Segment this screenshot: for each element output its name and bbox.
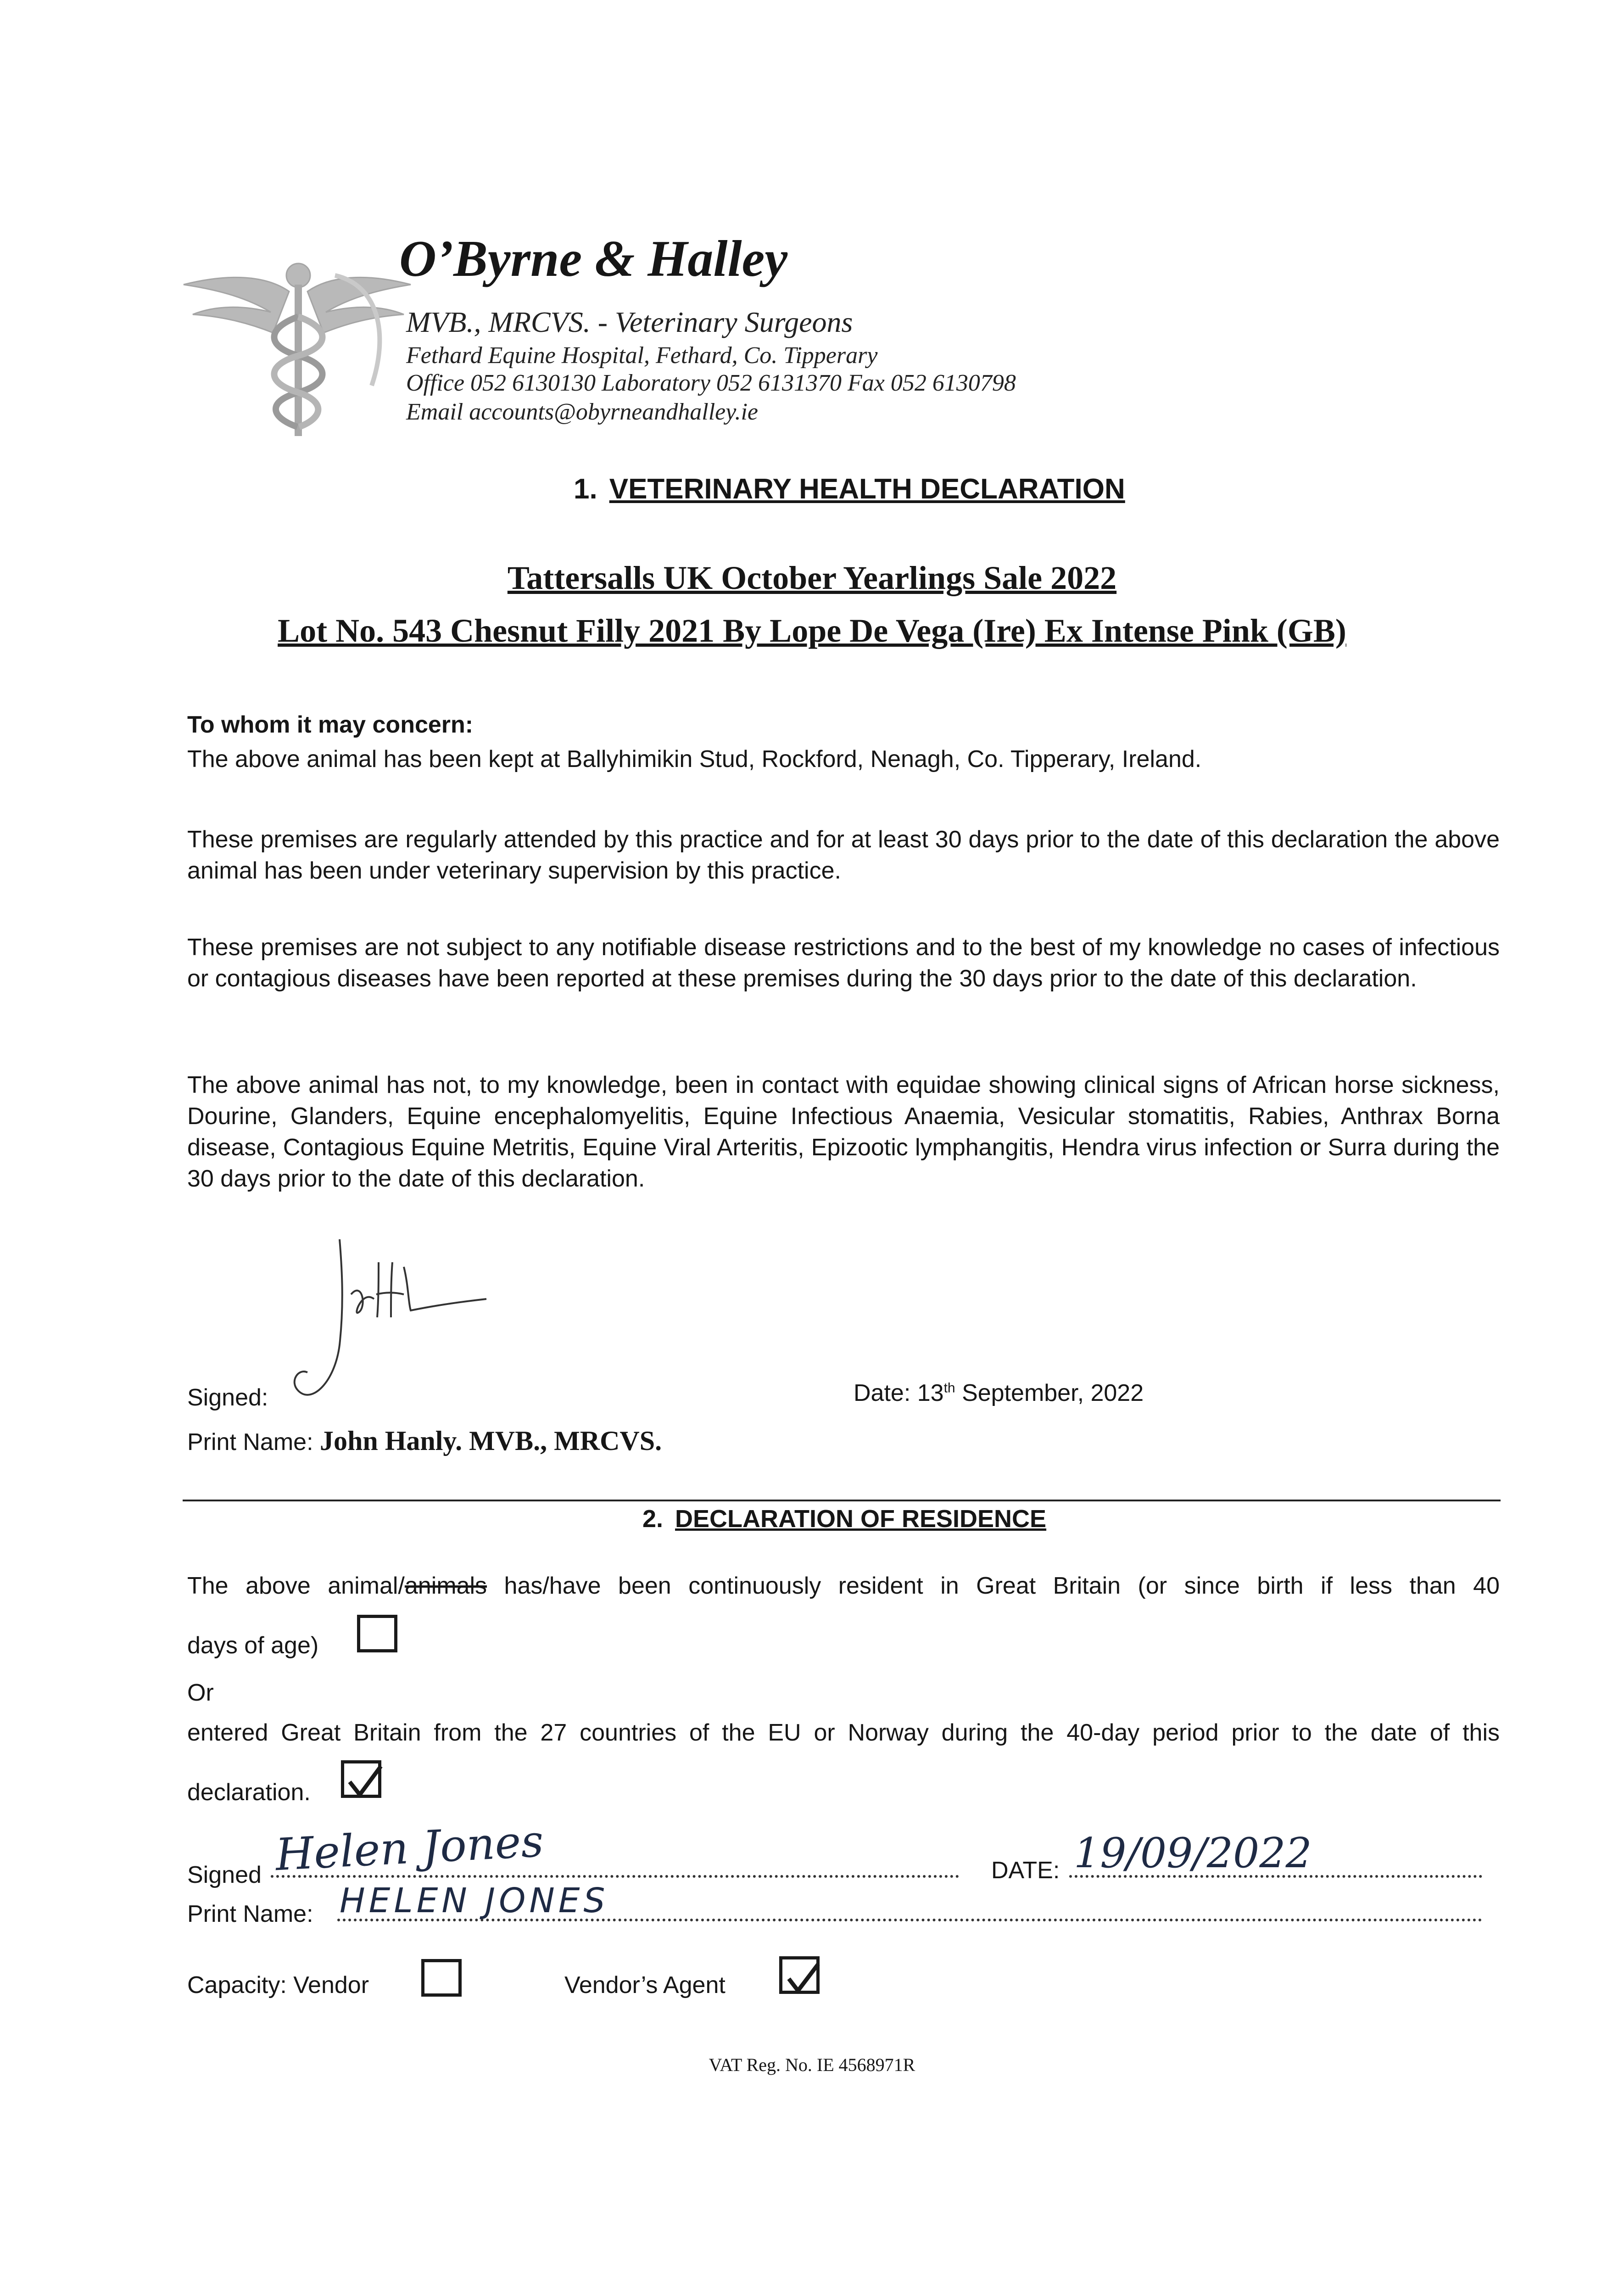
residence-date-label: DATE: — [991, 1857, 1060, 1884]
company-name: O’Byrne & Halley — [399, 230, 788, 287]
capacity-vendor-label: Capacity: Vendor — [187, 1972, 369, 1998]
section-2-title: DECLARATION OF RESIDENCE — [675, 1505, 1047, 1533]
letterhead-address: Fethard Equine Hospital, Fethard, Co. Tipperary — [406, 342, 878, 369]
section-2-heading — [642, 1505, 1046, 1533]
handwritten-date: 19/09/2022 — [1074, 1829, 1312, 1877]
date-month-year: September, 2022 — [962, 1380, 1144, 1406]
date-day: 13 — [917, 1380, 944, 1406]
concern-label: To whom it may concern: — [187, 711, 474, 738]
declaration-date — [854, 1379, 1144, 1407]
vet-signature-image — [271, 1230, 509, 1423]
residence-days-of-age: days of age) — [187, 1632, 319, 1659]
paragraph-attended: These premises are regularly attended by this practice and for at least 30 days prior to the date of this declaration the above animal has been under veterinary supervision by this practice. — [187, 826, 1500, 884]
signed-label: Signed: — [187, 1384, 268, 1411]
paragraph-kept: The above animal has been kept at Ballyhimikin Stud, Rockford, Nenagh, Co. Tipperary, Ireland. — [187, 746, 1202, 772]
date-label: Date: — [854, 1380, 911, 1406]
or-label: Or — [187, 1679, 214, 1706]
vendor-checkbox[interactable] — [421, 1959, 462, 1997]
declaration-word: declaration. — [187, 1779, 311, 1806]
section-1-number: 1. — [574, 473, 597, 505]
section-2-number: 2. — [642, 1505, 664, 1533]
caduceus-logo-icon — [174, 248, 413, 441]
paragraph-contact: The above animal has not, to my knowledge, been in contact with equidae showing clinical signs of African horse sickness, Dourine, Glanders, Equine encephalomyelitis, Equine Infectious Anaemia, Vesicular stomatitis, Rabies, Anthrax Borna disease, Contagious Equine Metritis, Equine Viral Arteritis, Epizootic lymphangitis, Hendra virus infection or Surra during the 30 days prior to the date of this declaration. — [187, 1072, 1500, 1192]
print-name-label: Print Name: — [187, 1429, 313, 1455]
letterhead-email: Email accounts@obyrneandhalley.ie — [406, 399, 758, 425]
vendors-agent-label: Vendor’s Agent — [564, 1972, 725, 1998]
residence-statement — [187, 1572, 1500, 1600]
entered-statement: entered Great Britain from the 27 countries of the EU or Norway during the 40-day period prior to the date of this — [187, 1719, 1500, 1746]
lot-title: Lot No. 543 Chesnut Filly 2021 By Lope De Vega (Ire) Ex Intense Pink (GB) — [278, 612, 1346, 649]
handwritten-signature: Helen Jones — [274, 1815, 545, 1881]
section-1-title: VETERINARY HEALTH DECLARATION — [609, 473, 1125, 505]
handwritten-print-name: HELEN JONES — [340, 1881, 609, 1920]
vat-registration: VAT Reg. No. IE 4568971R — [709, 2054, 915, 2075]
sale-title: Tattersalls UK October Yearlings Sale 2022 — [507, 560, 1117, 596]
section-divider — [183, 1500, 1501, 1501]
section-1-heading — [574, 473, 1125, 505]
residence-signed-label: Signed — [187, 1862, 262, 1888]
vendors-agent-checkbox[interactable] — [779, 1956, 820, 1994]
residence-print-name-label: Print Name: — [187, 1901, 313, 1927]
paragraph-disease: These premises are not subject to any notifiable disease restrictions and to the best of my knowledge no cases of infectious or contagious diseases have been reported at these premises during the 30 days prior to the date of this declaration. — [187, 934, 1500, 992]
letterhead-qualifications: MVB., MRCVS. - Veterinary Surgeons — [406, 306, 853, 338]
check-mark-icon — [784, 1960, 821, 1995]
residence-struck-word: animals — [404, 1573, 487, 1599]
residence-suffix: has/have been continuously resident in Great Britain (or since birth if less than 40 — [487, 1573, 1500, 1599]
residence-prefix: The above animal/ — [187, 1573, 405, 1599]
check-mark-icon — [346, 1764, 383, 1799]
entered-checkbox[interactable] — [341, 1760, 381, 1798]
letterhead-phones: Office 052 6130130 Laboratory 052 6131370 Fax 052 6130798 — [406, 370, 1016, 396]
print-name-value: John Hanly. MVB., MRCVS. — [319, 1426, 662, 1456]
print-name-line — [187, 1425, 662, 1457]
resident-checkbox[interactable] — [357, 1615, 397, 1652]
date-suffix: th — [943, 1380, 955, 1396]
